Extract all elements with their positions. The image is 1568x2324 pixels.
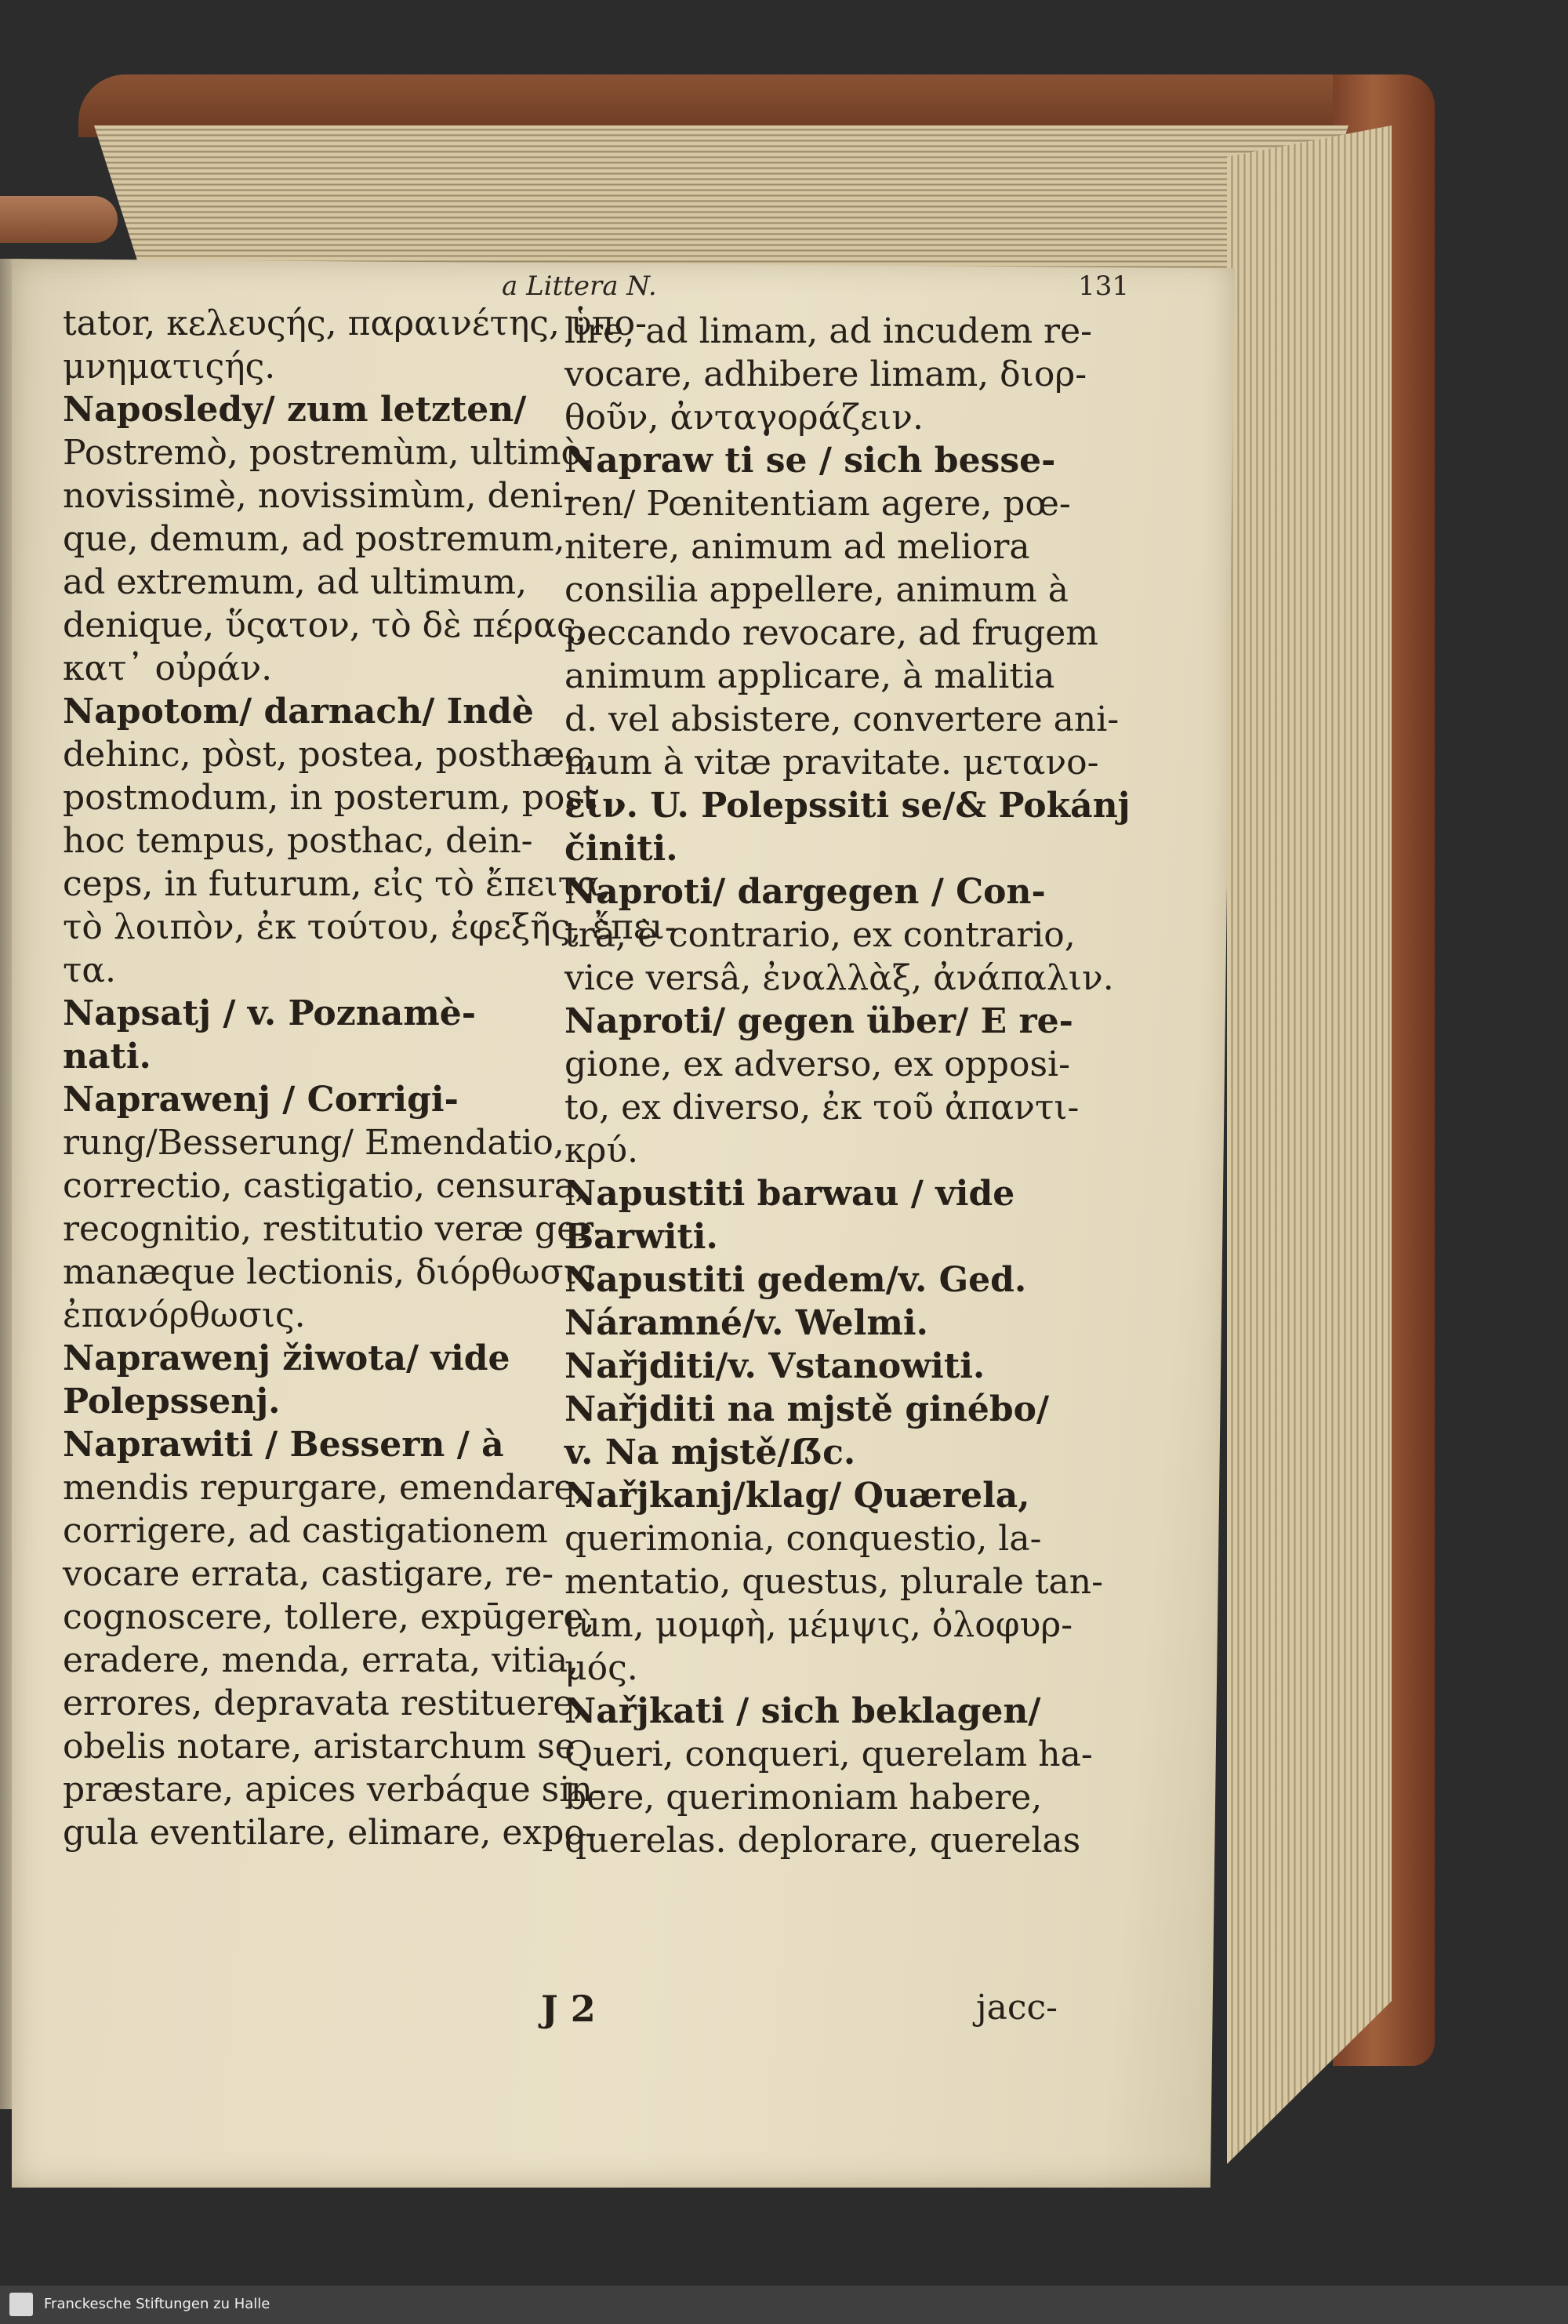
dictionary-text-line: κρύ. <box>564 1131 639 1171</box>
dictionary-text-line: præstare, apices verbáque sin- <box>63 1770 604 1810</box>
dictionary-headword-line: Naposledy/ zum letzten/ <box>63 390 527 430</box>
dictionary-text-line: eradere, menda, errata, vitia, <box>63 1640 579 1680</box>
dictionary-text-line: Postremò, postremùm, ultimò, <box>63 433 593 473</box>
dictionary-text-line: manæque lectionis, διόρθωσις, <box>63 1252 608 1292</box>
page-number: 131 <box>1078 271 1129 302</box>
dictionary-headword-line: Napotom/ darnach/ Indè <box>63 692 534 732</box>
dictionary-text-line: μνηματιςής. <box>63 347 276 387</box>
dictionary-headword-line: Naprawiti / Bessern / à <box>63 1425 504 1465</box>
dictionary-headword-line: Napustiti gedem/v. Ged. <box>564 1260 1027 1300</box>
page-block-fore-edge <box>1227 125 1392 2164</box>
dictionary-text-line: corrigere, ad castigationem <box>63 1511 548 1551</box>
dictionary-text-line: animum applicare, à malitia <box>564 656 1055 696</box>
dictionary-headword-line: εῖν. U. Polepssiti se/& Pokánj <box>564 786 1131 826</box>
dictionary-text-line: lire, ad limam, ad incudem re- <box>564 311 1092 351</box>
running-head-text: a Littera N. <box>502 271 657 302</box>
dictionary-text-line: que, demum, ad postremum, <box>63 519 565 559</box>
dictionary-headword-line: Nařjditi na mjstě ginébo/ <box>564 1389 1050 1429</box>
dictionary-text-line: cognoscere, tollere, expūgere, <box>63 1597 595 1637</box>
dictionary-headword-line: Naprawenj / Corrigi- <box>63 1080 459 1120</box>
dictionary-text-line: correctio, castigatio, censura, <box>63 1166 586 1206</box>
dictionary-text-line: θοῦν, ἀνταγοράζειν. <box>564 398 924 438</box>
dictionary-text-line: tùm, μομφὴ, μέμψις, ὀλοφυρ- <box>564 1605 1073 1645</box>
dictionary-text-line: vice versâ, ἐναλλὰξ, ἀνάπαλιν. <box>564 958 1114 998</box>
dictionary-text-line: peccando revocare, ad frugem <box>564 613 1099 653</box>
dictionary-text-line: novissimè, novissimùm, deni- <box>63 476 575 516</box>
dictionary-text-line: μός. <box>564 1648 638 1688</box>
dictionary-headword-line: Polepssenj. <box>63 1382 281 1422</box>
dictionary-text-line: recognitio, restitutio veræ ger- <box>63 1209 606 1249</box>
dictionary-text-line: postmodum, in posterum, post <box>63 778 597 818</box>
dictionary-text-line: errores, depravata restituere, <box>63 1683 585 1723</box>
dictionary-text-line: τα. <box>63 950 117 990</box>
dictionary-headword-line: činiti. <box>564 829 678 869</box>
catchword: jacc- <box>976 1988 1058 2028</box>
dictionary-headword-line: Nařjkati / sich beklagen/ <box>564 1691 1041 1731</box>
dictionary-text-line: dehinc, pòst, postea, posthæc, <box>63 735 595 775</box>
dictionary-text-line: obelis notare, aristarchum se <box>63 1727 575 1767</box>
dictionary-headword-line: Naprawenj žiwota/ vide <box>63 1338 510 1378</box>
dictionary-headword-line: Barwiti. <box>564 1217 718 1257</box>
dictionary-headword-line: Nařjkanj/klag/ Quærela, <box>564 1476 1030 1516</box>
dictionary-text-line: ren/ Pœnitentiam agere, pœ- <box>564 484 1071 524</box>
dictionary-text-line: trà, è contrario, ex contrario, <box>564 915 1076 955</box>
dictionary-text-line: hoc tempus, posthac, dein- <box>63 821 533 861</box>
dictionary-text-line: consilia appellere, animum à <box>564 570 1069 610</box>
dictionary-headword-line: v. Na mjstě/ẞc. <box>564 1433 856 1472</box>
dictionary-text-line: mum à vitæ pravitate. μετανο- <box>564 743 1099 783</box>
signature-mark: J 2 <box>541 1988 596 2030</box>
dictionary-headword-line: Napustiti barwau / vide <box>564 1174 1015 1214</box>
footer-institution-name: Franckesche Stiftungen zu Halle <box>44 2296 270 2312</box>
dictionary-text-line: ἐπανόρθωσις. <box>63 1295 306 1335</box>
running-head <box>502 271 1129 302</box>
dictionary-text-line: vocare, adhibere limam, διορ- <box>564 354 1087 394</box>
dictionary-headword-line: Naproti/ dargegen / Con- <box>564 872 1046 912</box>
dictionary-text-line: vocare errata, castigare, re- <box>63 1554 554 1594</box>
dictionary-text-line: tator, κελευςής, παραινέτης, ὑπο- <box>63 303 647 343</box>
book-clasp <box>0 196 118 243</box>
dictionary-text-line: κατ᾽ οὐράν. <box>63 648 273 688</box>
dictionary-text-line: mendis repurgare, emendare, <box>63 1468 586 1508</box>
dictionary-headword-line: Napsatj / v. Poznamè- <box>63 993 477 1033</box>
dictionary-text-line: bere, querimoniam habere, <box>564 1777 1043 1817</box>
dictionary-headword-line: Napraw ti se / sich besse- <box>564 441 1056 481</box>
dictionary-text-line: querelas. deplorare, querelas <box>564 1821 1081 1861</box>
dictionary-headword-line: nati. <box>63 1037 151 1077</box>
dictionary-text-line: gula eventilare, elimare, expo- <box>63 1813 597 1853</box>
dictionary-text-line: ad extremum, ad ultimum, <box>63 562 528 602</box>
dictionary-text-line: gione, ex adverso, ex opposi- <box>564 1044 1070 1084</box>
institution-logo-icon <box>9 2293 33 2316</box>
dictionary-text-line: ceps, in futurum, εἰς τὸ ἔπειτα, <box>63 864 612 904</box>
dictionary-text-line: Queri, conqueri, querelam ha- <box>564 1734 1093 1774</box>
dictionary-text-line: denique, ὕςατον, τὸ δὲ πέρας, <box>63 605 587 645</box>
dictionary-text-line: nitere, animum ad meliora <box>564 527 1030 567</box>
dictionary-text-line: rung/Besserung/ Emendatio, <box>63 1123 564 1163</box>
page-block-top-edge <box>94 125 1348 282</box>
right-text-column <box>564 310 1145 1862</box>
dictionary-text-line: mentatio, questus, plurale tan- <box>564 1562 1103 1602</box>
dictionary-text-line: to, ex diverso, ἐκ τοῦ ἀπαντι- <box>564 1088 1080 1128</box>
dictionary-headword-line: Nařjditi/v. Vstanowiti. <box>564 1346 985 1386</box>
dictionary-headword-line: Náramné/v. Welmi. <box>564 1303 928 1343</box>
dictionary-headword-line: Naproti/ gegen über/ E re- <box>564 1001 1073 1041</box>
dictionary-text-line: d. vel absistere, convertere ani- <box>564 699 1120 739</box>
dictionary-text-line: τὸ λοιπὸν, ἐκ τούτου, ἐφεξῆς, ἔπει- <box>63 907 677 947</box>
dictionary-text-line: querimonia, conquestio, la- <box>564 1519 1042 1559</box>
